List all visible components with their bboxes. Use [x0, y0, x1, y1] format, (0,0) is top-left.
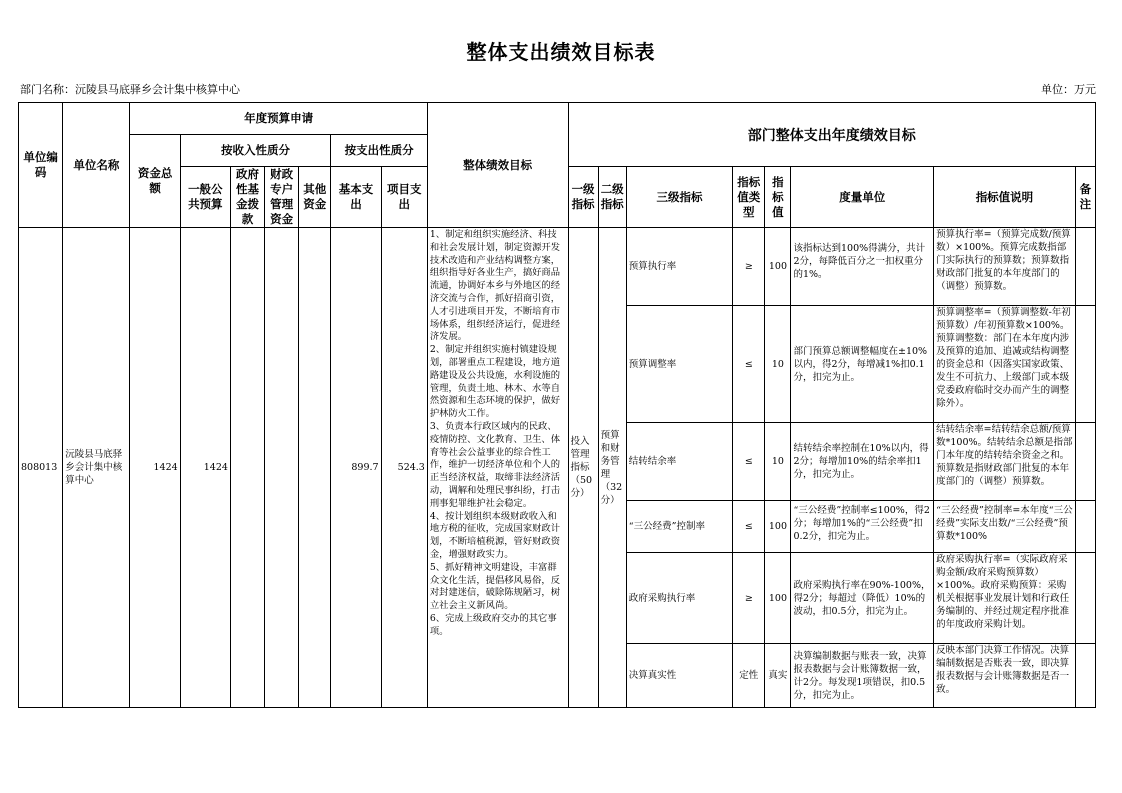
special-fund-cell	[265, 228, 299, 708]
indicator-name: 预算执行率	[626, 228, 732, 306]
header-unit-name: 单位名称	[63, 103, 130, 228]
indicator-measure-text: “三公经费”控制率≤100%，得2分；每增加1%的“三公经费”扣0.2分，扣完为止。	[793, 505, 930, 542]
department-name: 部门名称：沅陵县马底驿乡会计集中核算中心	[20, 83, 240, 96]
indicator-remark	[1075, 306, 1095, 423]
header-remark: 备注	[1075, 167, 1095, 228]
header-basic-expense: 基本支出	[331, 167, 381, 228]
indicator-value: 真实	[765, 644, 791, 708]
indicator-desc-text: 预算执行率=（预算完成数/预算数）×100%。预算完成数指部门实际执行的预算数；预算数指财政部门批复的本年度部门的（调整）预算数。	[936, 229, 1071, 292]
total-funds-cell: 1424	[130, 228, 180, 708]
header-value: 指标值	[765, 167, 791, 228]
overall-goal-text: 1、制定和组织实施经济、科技和社会发展计划，制定资源开发技术改造和产业结构调整方案，组织指导好各业生产，搞好商品流通，协调好本乡与外地区的经济交流与合作，抓好招商引资，人才引进项目开发，不断培育市场体系，组织经济运行，促进经济发展。 2、制定并组织实施村镇建设规划，部署重点工程建设，地方道路建设及公共设施，水利设施的管理，负责土地、林木、水等自然资源和生态环境的保护，做好护林防火工作。 3、负责本行政区域内的民政、疫情防控、文化教育、卫生、体育等社会公益事业的综合性工作，维护一切经济单位和个人的正当经济权益，取缔非法经济活动，调解和处理民事纠纷，打击刑事犯罪维护社会稳定。 4、按计划组织本级财政收入和地方税的征收，完成国家财政计划，不断培植税源，管好财政资金，增强财政实力。 5、抓好精神文明建设，丰富群众文化生活，提倡移风易俗，反对封建迷信，破除陈规陋习，树立社会主义新风尚。 6、完成上级政府交办的其它事项。	[429, 229, 561, 637]
indicator-measure: 部门预算总额调整幅度在±10%以内，得2分，每增减1%扣0.1分，扣完为止。	[791, 306, 934, 423]
header-other-fund: 其他资金	[299, 167, 331, 228]
indicator-name: “三公经费”控制率	[626, 501, 732, 553]
unit-code-cell: 808013	[19, 228, 63, 708]
indicator-type: ≤	[733, 423, 765, 501]
header-measure-unit: 度量单位	[791, 167, 934, 228]
header-level2: 二级指标	[598, 167, 626, 228]
level2-cell: 预算和财务管理（32分）	[598, 228, 626, 708]
basic-expense-cell: 899.7	[331, 228, 381, 708]
header-dept-goal: 部门整体支出年度绩效目标	[568, 103, 1096, 167]
indicator-remark	[1075, 553, 1095, 644]
header-project-expense: 项目支出	[381, 167, 427, 228]
indicator-desc-text: 预算调整率=（预算调整数-年初预算数）/年初预算数×100%。预算调整数：部门在本年度内涉及预算的追加、追减或结构调整的资金总和（因落实国家政策、发生不可抗力、上级部门或本级党委政府临时交办而产生的调整除外）。	[936, 307, 1071, 409]
header-gov-fund: 政府性基金拨款	[230, 167, 264, 228]
header-value-type: 指标值类型	[733, 167, 765, 228]
other-fund-cell	[299, 228, 331, 708]
indicator-measure: 决算编制数据与账表一致，决算报表数据与会计账簿数据一致，计2分。每发现1项错误，扣0.5分，扣完为止。	[791, 644, 934, 708]
gov-fund-cell	[230, 228, 264, 708]
unit-name-cell: 沅陵县马底驿乡会计集中核算中心	[63, 228, 130, 708]
indicator-remark	[1075, 501, 1095, 553]
indicator-name: 预算调整率	[626, 306, 732, 423]
header-annual-budget: 年度预算申请	[130, 103, 427, 135]
indicator-desc	[934, 423, 1076, 501]
header-general-budget: 一般公共预算	[180, 167, 230, 228]
indicator-type: 定性	[733, 644, 765, 708]
indicator-name: 决算真实性	[626, 644, 732, 708]
header-by-income: 按收入性质分	[180, 135, 331, 167]
performance-table	[18, 102, 1096, 708]
indicator-desc	[934, 553, 1076, 644]
header-level3: 三级指标	[626, 167, 732, 228]
currency-unit: 单位：万元	[1041, 83, 1096, 96]
indicator-measure: 政府采购执行率在90%-100%，得2分；每超过（降低）10%的波动，扣0.5分，扣完为止。	[791, 553, 934, 644]
project-expense-cell: 524.3	[381, 228, 427, 708]
header-overall-goal: 整体绩效目标	[427, 103, 568, 228]
overall-goal-cell	[427, 228, 568, 708]
header-by-expense: 按支出性质分	[331, 135, 427, 167]
indicator-value: 100	[765, 228, 791, 306]
header-special-fund: 财政专户管理资金	[265, 167, 299, 228]
indicator-measure-text: 该指标达到100%得满分，共计2分，每降低百分之一扣权重分的1%。	[793, 243, 926, 280]
indicator-value: 100	[765, 501, 791, 553]
indicator-type: ≤	[733, 306, 765, 423]
indicator-measure: 结转结余率控制在10%以内，得2分；每增加10%的结余率扣1分，扣完为止。	[791, 423, 934, 501]
indicator-desc-text: 反映本部门决算工作情况。决算编制数据是否账表一致，即决算报表数据与会计账簿数据是否一致。	[936, 645, 1070, 695]
indicator-type: ≥	[733, 553, 765, 644]
general-budget-cell: 1424	[180, 228, 230, 708]
level1-cell: 投入管理指标（50分）	[568, 228, 598, 708]
indicator-name: 政府采购执行率	[626, 553, 732, 644]
indicator-type: ≥	[733, 228, 765, 306]
indicator-value: 100	[765, 553, 791, 644]
indicator-name: 结转结余率	[626, 423, 732, 501]
indicator-value: 10	[765, 423, 791, 501]
indicator-measure	[791, 501, 934, 553]
indicator-remark	[1075, 644, 1095, 708]
indicator-desc	[934, 306, 1076, 423]
indicator-remark	[1075, 228, 1095, 306]
indicator-desc	[934, 228, 1076, 306]
indicator-desc	[934, 644, 1076, 708]
indicator-desc-text: 政府采购执行率=（实际政府采购金额/政府采购预算数）×100%。政府采购预算：采购机关根据事业发展计划和行政任务编制的、并经过规定程序批准的年度政府采购计划。	[936, 554, 1070, 630]
indicator-value: 10	[765, 306, 791, 423]
indicator-desc	[934, 501, 1076, 553]
page-title: 整体支出绩效目标表	[466, 40, 656, 64]
header-total-funds: 资金总额	[130, 135, 180, 228]
header-value-desc: 指标值说明	[934, 167, 1076, 228]
indicator-remark	[1075, 423, 1095, 501]
header-level1: 一级指标	[568, 167, 598, 228]
indicator-desc-text: 结转结余率=结转结余总额/预算数*100%。结转结余总额是指部门本年度的结转结余资金之和。预算数是指财政部门批复的本年度部门的（调整）预算数。	[936, 424, 1073, 487]
indicator-type: ≤	[733, 501, 765, 553]
header-unit-code: 单位编码	[19, 103, 63, 228]
indicator-desc-text: “三公经费”控制率=本年度“三公经费”实际支出数/“三公经费”预算数*100%	[936, 505, 1073, 542]
indicator-measure	[791, 228, 934, 306]
